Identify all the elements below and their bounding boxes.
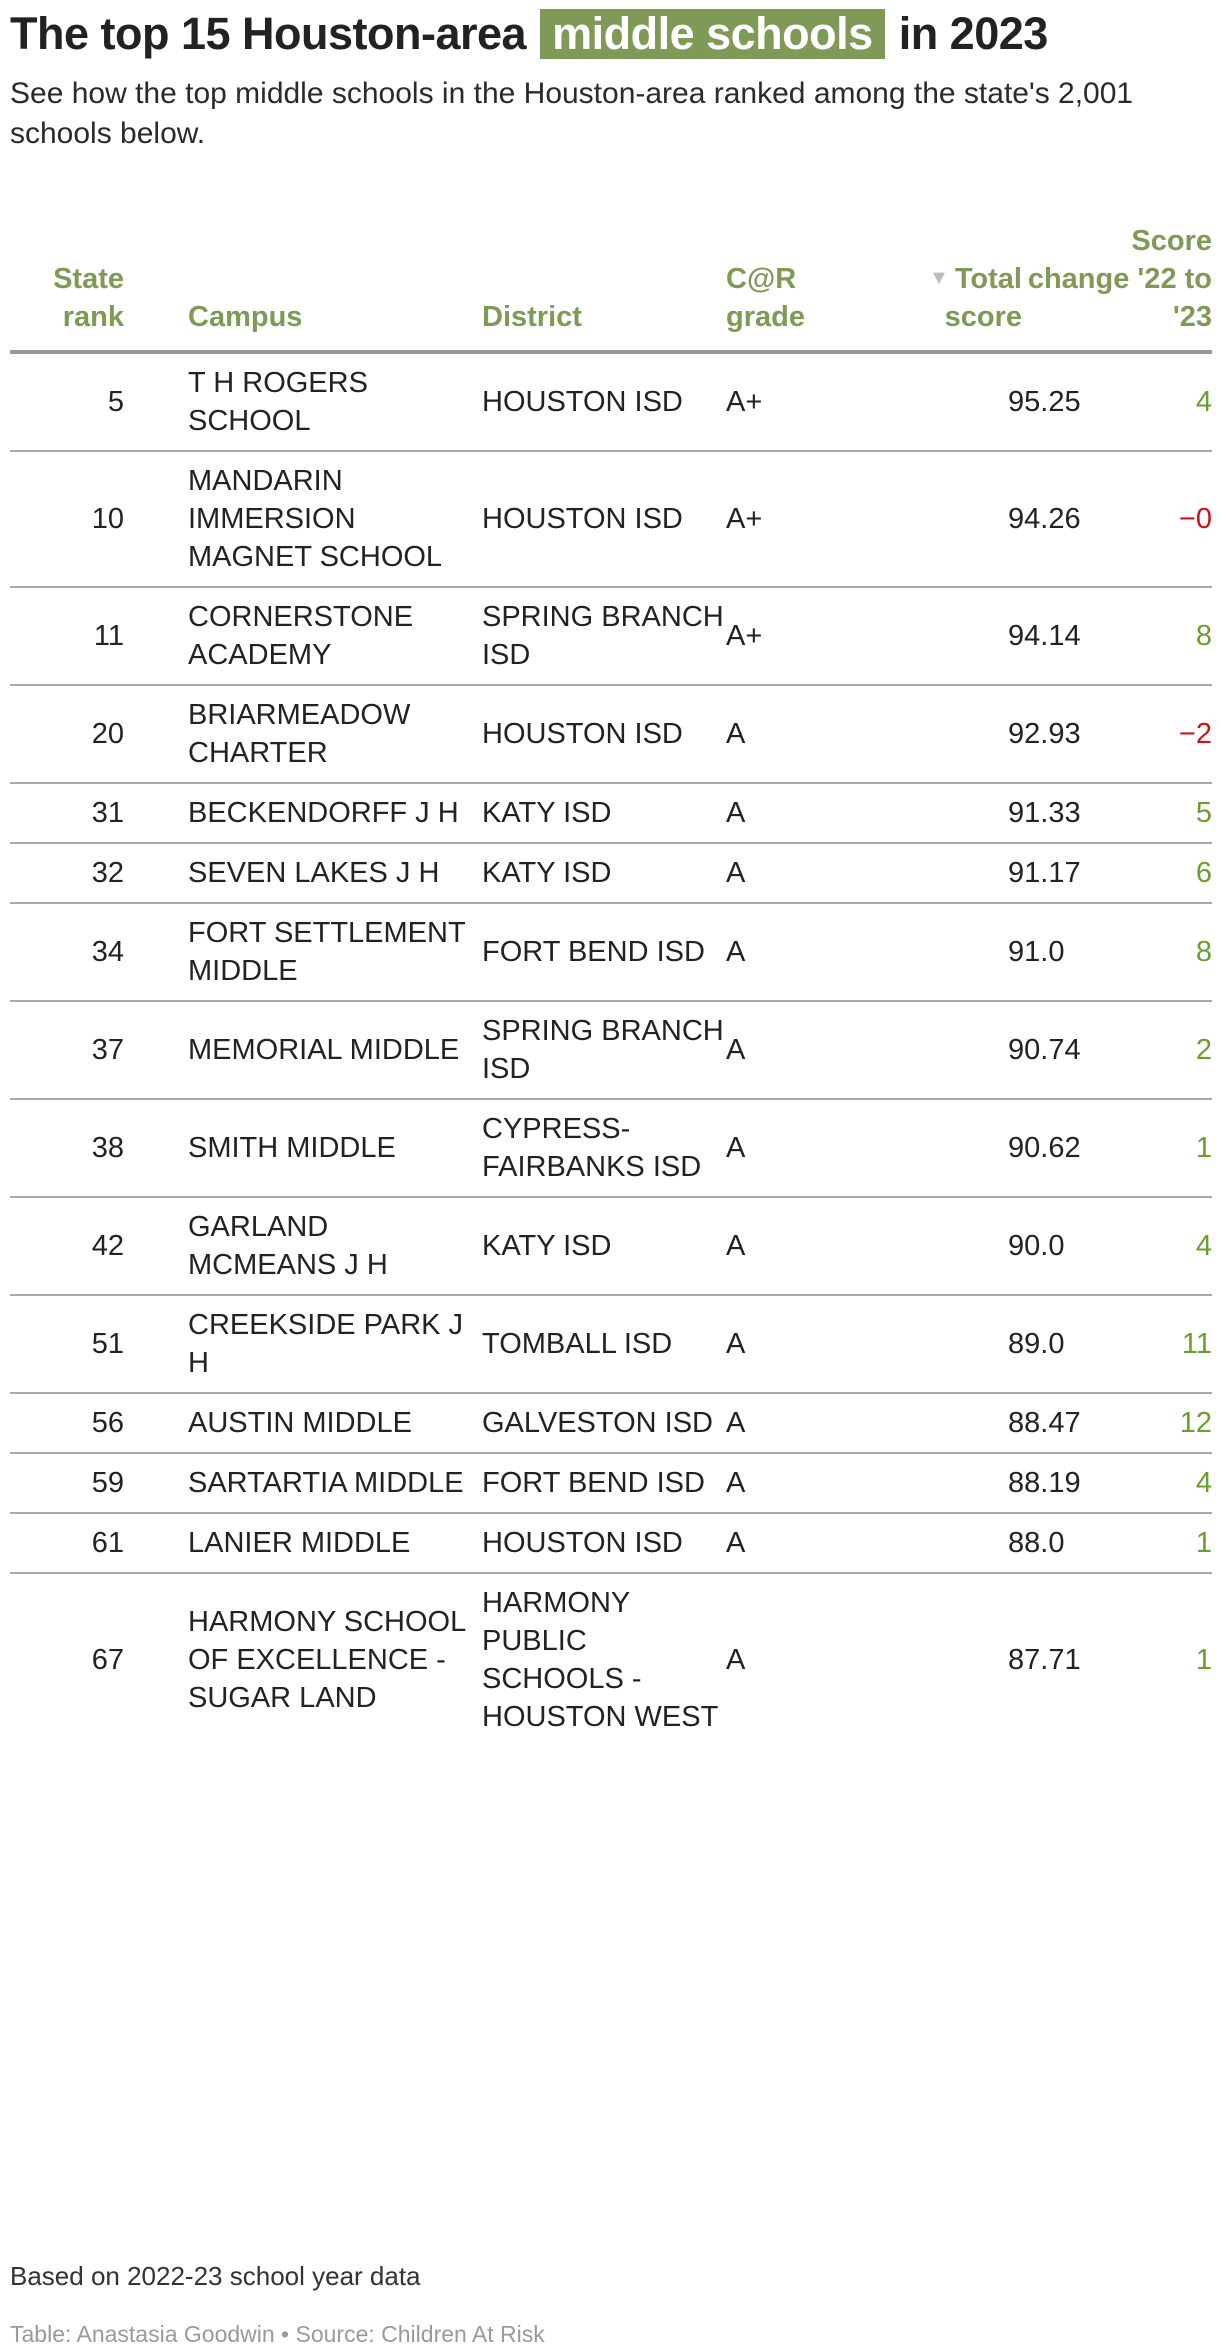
header-campus[interactable]: Campus <box>188 301 303 333</box>
cell-district: HOUSTON ISD <box>482 386 683 418</box>
cell-district: HOUSTON ISD <box>482 718 683 750</box>
cell-score-change: 4 <box>1195 386 1212 418</box>
table-row <box>10 685 1212 783</box>
table-row <box>10 587 1212 685</box>
header-state-rank[interactable]: State rank <box>53 263 124 333</box>
cell-district: HOUSTON ISD <box>482 503 683 535</box>
sort-down-triangle-icon: ▼ <box>929 267 949 289</box>
cell-total-score: 89.0 <box>1008 1328 1065 1360</box>
cell-total-score: 90.62 <box>1008 1132 1081 1164</box>
table-header-row <box>10 222 1212 352</box>
cell-score-change: 8 <box>1195 620 1212 652</box>
cell-state-rank: 5 <box>107 386 124 418</box>
cell-score-change: 11 <box>1181 1328 1212 1360</box>
cell-total-score: 88.19 <box>1008 1467 1081 1499</box>
cell-district: KATY ISD <box>482 857 612 889</box>
cell-total-score: 94.14 <box>1008 620 1081 652</box>
cell-total-score: 90.74 <box>1008 1034 1081 1066</box>
cell-score-change: 1 <box>1195 1132 1212 1164</box>
cell-district: FORT BEND ISD <box>482 936 705 968</box>
page-title <box>10 6 1048 62</box>
cell-total-score: 88.0 <box>1008 1527 1065 1559</box>
cell-grade: A <box>726 1407 746 1439</box>
cell-state-rank: 61 <box>91 1527 124 1559</box>
cell-district: KATY ISD <box>482 797 612 829</box>
cell-grade: A <box>726 1230 746 1262</box>
title-after: in 2023 <box>898 8 1048 59</box>
cell-grade: A <box>726 797 746 829</box>
cell-district: HOUSTON ISD <box>482 1527 683 1559</box>
cell-score-change: 4 <box>1195 1230 1212 1262</box>
header-grade[interactable]: C@R grade <box>726 263 805 333</box>
cell-grade: A <box>726 1328 746 1360</box>
cell-campus: LANIER MIDDLE <box>188 1527 411 1559</box>
cell-state-rank: 67 <box>91 1644 124 1676</box>
footer-note: Based on 2022-23 school year data <box>10 2261 421 2291</box>
cell-district: SPRING BRANCH ISD <box>482 1015 724 1085</box>
table-row <box>10 1197 1212 1295</box>
cell-campus: SARTARTIA MIDDLE <box>188 1467 464 1499</box>
cell-campus: T H ROGERS SCHOOL <box>188 367 368 437</box>
cell-district: TOMBALL ISD <box>482 1328 673 1360</box>
cell-campus: AUSTIN MIDDLE <box>188 1407 412 1439</box>
subtitle: See how the top middle schools in the Houston-area ranked among the state's 2,001 schools below. <box>10 77 1134 150</box>
cell-campus: HARMONY SCHOOL OF EXCELLENCE - SUGAR LAND <box>188 1606 466 1714</box>
table-body <box>10 352 1212 1746</box>
cell-state-rank: 10 <box>91 503 124 535</box>
cell-score-change: 1 <box>1195 1527 1212 1559</box>
cell-score-change: 6 <box>1195 857 1212 889</box>
schools-table <box>10 222 1212 1746</box>
table-row <box>10 903 1212 1001</box>
cell-total-score: 90.0 <box>1008 1230 1065 1262</box>
table-row <box>10 1099 1212 1197</box>
cell-district: GALVESTON ISD <box>482 1407 713 1439</box>
header-score-change[interactable]: Score change '22 to '23 <box>1027 225 1212 333</box>
cell-score-change: −2 <box>1178 718 1212 750</box>
cell-district: KATY ISD <box>482 1230 612 1262</box>
cell-score-change: 4 <box>1195 1467 1212 1499</box>
table-row <box>10 1453 1212 1513</box>
cell-total-score: 94.26 <box>1008 503 1081 535</box>
cell-total-score: 91.33 <box>1008 797 1081 829</box>
cell-grade: A <box>726 857 746 889</box>
cell-campus: CREEKSIDE PARK J H <box>188 1309 464 1379</box>
cell-campus: BECKENDORFF J H <box>188 797 459 829</box>
header-total-score[interactable]: ▼ Total score <box>929 263 1022 333</box>
cell-state-rank: 42 <box>91 1230 124 1262</box>
cell-grade: A <box>726 1467 746 1499</box>
cell-grade: A <box>726 1132 746 1164</box>
cell-campus: FORT SETTLEMENT MIDDLE <box>188 917 466 987</box>
cell-state-rank: 11 <box>93 620 124 652</box>
title-before: The top 15 Houston-area <box>10 8 527 59</box>
cell-total-score: 88.47 <box>1008 1407 1081 1439</box>
cell-grade: A <box>726 936 746 968</box>
table-row <box>10 1513 1212 1573</box>
cell-grade: A+ <box>726 620 763 652</box>
cell-total-score: 91.0 <box>1008 936 1065 968</box>
cell-state-rank: 20 <box>91 718 124 750</box>
cell-district: HARMONY PUBLIC SCHOOLS - HOUSTON WEST <box>482 1587 719 1733</box>
cell-score-change: 12 <box>1179 1407 1212 1439</box>
table-row <box>10 1393 1212 1453</box>
cell-state-rank: 31 <box>91 797 124 829</box>
cell-state-rank: 38 <box>91 1132 124 1164</box>
cell-grade: A <box>726 1034 746 1066</box>
schools-table-container <box>10 222 1212 1746</box>
cell-state-rank: 32 <box>91 857 124 889</box>
cell-campus: BRIARMEADOW CHARTER <box>188 699 411 769</box>
cell-district: SPRING BRANCH ISD <box>482 601 724 671</box>
cell-campus: GARLAND MCMEANS J H <box>188 1211 388 1281</box>
table-row <box>10 1295 1212 1393</box>
cell-campus: MANDARIN IMMERSION MAGNET SCHOOL <box>188 465 443 573</box>
cell-state-rank: 34 <box>91 936 124 968</box>
cell-campus: MEMORIAL MIDDLE <box>188 1034 460 1066</box>
cell-state-rank: 59 <box>91 1467 124 1499</box>
cell-total-score: 92.93 <box>1008 718 1081 750</box>
cell-total-score: 95.25 <box>1008 386 1081 418</box>
cell-total-score: 91.17 <box>1008 857 1081 889</box>
table-row <box>10 843 1212 903</box>
table-row <box>10 1573 1212 1746</box>
cell-score-change: −0 <box>1178 503 1212 535</box>
table-row <box>10 1001 1212 1099</box>
cell-district: FORT BEND ISD <box>482 1467 705 1499</box>
cell-state-rank: 37 <box>91 1034 124 1066</box>
cell-score-change: 8 <box>1195 936 1212 968</box>
cell-campus: SMITH MIDDLE <box>188 1132 396 1164</box>
cell-grade: A+ <box>726 386 763 418</box>
cell-score-change: 2 <box>1195 1034 1212 1066</box>
cell-grade: A <box>726 1527 746 1559</box>
cell-state-rank: 56 <box>91 1407 124 1439</box>
table-row <box>10 783 1212 843</box>
cell-grade: A <box>726 718 746 750</box>
cell-total-score: 87.71 <box>1008 1644 1081 1676</box>
cell-score-change: 1 <box>1195 1644 1212 1676</box>
cell-district: CYPRESS-FAIRBANKS ISD <box>482 1113 702 1183</box>
header-district[interactable]: District <box>482 301 582 333</box>
cell-grade: A+ <box>726 503 763 535</box>
cell-campus: CORNERSTONE ACADEMY <box>188 601 414 671</box>
cell-score-change: 5 <box>1195 797 1212 829</box>
title-highlight: middle schools <box>540 9 885 59</box>
table-row <box>10 451 1212 587</box>
cell-state-rank: 51 <box>91 1328 124 1360</box>
cell-grade: A <box>726 1644 746 1676</box>
cell-campus: SEVEN LAKES J H <box>188 857 440 889</box>
table-row <box>10 352 1212 451</box>
footer-source: Table: Anastasia Goodwin • Source: Children At Risk <box>10 2321 545 2347</box>
